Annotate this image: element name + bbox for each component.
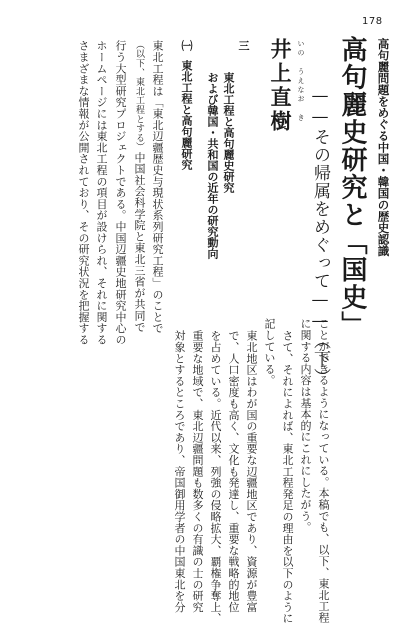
article-subtitle: ——その帰属をめぐって——（下） xyxy=(310,86,330,386)
body-line: ホームページには東北工程の項目が設けられ、それに関する xyxy=(95,40,108,346)
body-line xyxy=(134,40,145,332)
subsection-heading: 東北工程と高句麗研究 xyxy=(180,60,193,170)
article-title: 高句麗史研究と「国史」 xyxy=(337,36,367,339)
body-line: 記している。 xyxy=(263,318,276,386)
author-name: 井上直樹 xyxy=(268,38,293,134)
body-line: 対象とするところであり、帝国御用学者の中国東北を分 xyxy=(173,330,186,613)
body-line: さまざまな情報が公開されており、その研究状況を把握する xyxy=(77,40,90,346)
body-line: ことができるようになっている。本稿でも、以下、東北工程 xyxy=(317,318,330,624)
body-line: を占めている。近代以来、列強の侵略拡大、覇権争奪上、 xyxy=(209,330,222,624)
subsection-number: ㈠ xyxy=(180,40,193,51)
section-heading-line1: 東北工程と高句麗史研究 xyxy=(222,72,235,193)
running-head: 高句麗問題をめぐる中国・韓国の歴史認識 xyxy=(376,38,391,257)
body-line: に関する内容は基本的にこれにしたがう。 xyxy=(299,318,312,533)
section-heading-line2: および韓国・共和国の近年の研究動向 xyxy=(206,72,219,259)
section-number: 三 xyxy=(237,40,250,51)
body-line: 重要な地域で、東北辺疆問題も数多くの有識の士の研究 xyxy=(191,330,204,613)
body-line-rest: 中国社会科学院と東北三省が共同で xyxy=(133,151,146,333)
body-line: 東北地区はわが国の重要な辺疆地区であり、資源が豊富 xyxy=(245,330,258,613)
body-note: （以下、東北工程とする） xyxy=(134,40,144,152)
body-line: 東北工程は「東北辺疆歴史与現状系列研究工程」のことで xyxy=(151,40,164,334)
page-number: 178 xyxy=(362,16,383,27)
body-line: 行う大型研究プロジェクトである。中国辺疆史地研究中心の xyxy=(114,40,127,346)
body-line: さて、それによれば、東北工程発足の理由を以下のように xyxy=(281,330,294,624)
author-ruby: いの うえなお き xyxy=(297,40,305,123)
body-line: で、人口密度も高く、文化も発達し、重要な戦略的地位 xyxy=(227,330,240,613)
